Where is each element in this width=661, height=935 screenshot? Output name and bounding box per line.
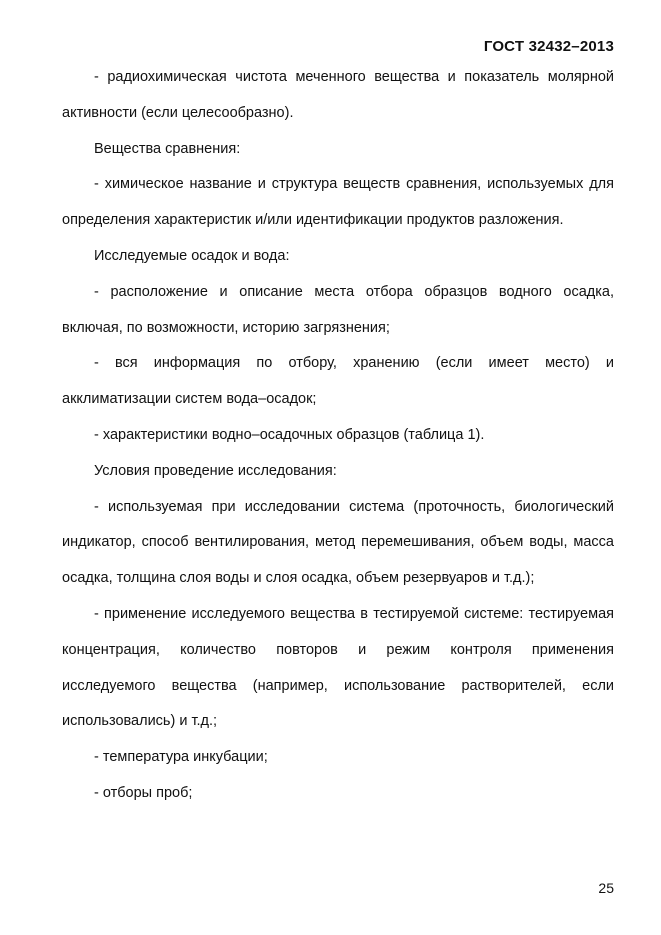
paragraph-reference-substances-heading: Вещества сравнения: [94,140,241,157]
paragraph-substance-application: - применение исследуемого вещества в тестируемой системе: тестируемая концентрация, количество повторов и режим контроля применения исследуемого вещества (например, использование растворителей, если использовались) и т.д.; [62,605,614,730]
paragraph-radiochemical-purity: - радиохимическая чистота меченного вещества и показатель молярной активности (если целесообразно). [62,69,614,121]
paragraph-reference-substances: - химическое название и структура веществ сравнения, используемых для определения характеристик и/или идентификации продуктов разложения. [62,176,614,229]
paragraph-test-system: - используемая при исследовании система (проточность, биологический индикатор, способ вентилирования, метод перемешивания, объем воды, масса осадка, толщина слоя воды и слоя осадка, объем резервуаров и т.д.); [62,498,614,587]
paragraph-sampling-info: - вся информация по отбору, хранению (если имеет место) и акклиматизации систем вода–осадок; [62,355,614,408]
paragraph-study-conditions-heading: Условия проведение исследования: [94,462,337,479]
paragraph-sampling: - отборы проб; [94,784,193,801]
document-code: ГОСТ 32432–2013 [483,38,614,55]
page-number: 25 [598,880,614,896]
paragraph-incubation-temperature: - температура инкубации; [94,749,268,766]
paragraph-sampling-location: - расположение и описание места отбора образцов водного осадка, включая, по возможности, историю загрязнения; [62,283,614,336]
paragraph-sediment-water-heading: Исследуемые осадок и вода: [94,247,290,264]
document-body [62,60,614,812]
paragraph-sample-characteristics: - характеристики водно–осадочных образцов (таблица 1). [94,426,485,443]
